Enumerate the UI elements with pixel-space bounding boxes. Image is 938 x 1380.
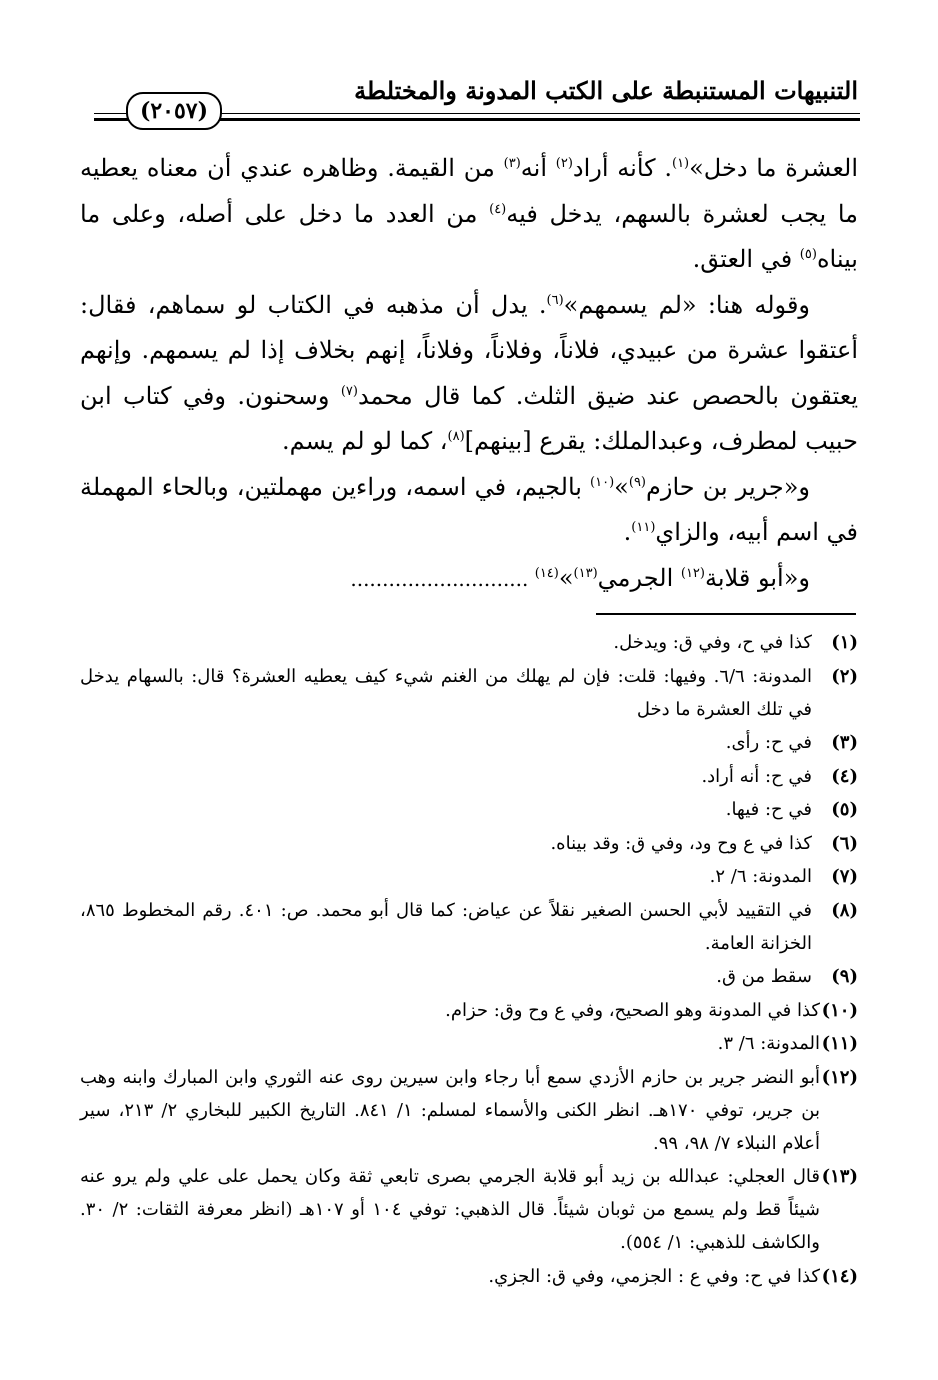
- footnote-text: سقط من ق.: [716, 966, 812, 987]
- footnote-ref: (١٣): [573, 565, 598, 581]
- text-segment: . يدل أن مذهبه في الكتاب لو سماهم، فقال: أعتقوا عشرة من عبيدي، فلاناً، وفلاناً، وفلاناً، إنهم بخلاف إذا لم يسمهم. وإنهم يعتقون بالحصص عند ضيق الثلث. كما قال محمد: [80, 290, 858, 410]
- footnote-number: (٥): [831, 799, 858, 820]
- running-header-title: التنبيهات المستنبطة على الكتب المدونة والمختلطة: [354, 76, 858, 105]
- continuation-dots: ............................: [350, 566, 535, 591]
- text-segment: الجرمي: [597, 563, 681, 592]
- text-segment: أنه: [520, 154, 556, 182]
- footnote-text: المدونة: ٦/٦. وفيها: قلت: فإن لم يهلك من الغنم شيء كيف يعطيه العشرة؟ قال: بالسهام يدخل في تلك العشرة ما دخل: [80, 665, 812, 720]
- footnote-item: [80, 1160, 858, 1259]
- paragraph-1: [80, 146, 858, 283]
- footnote-number: (١): [831, 632, 858, 653]
- footnote-number: (٨): [831, 899, 858, 921]
- footnote-ref: (٥): [799, 247, 817, 262]
- text-segment: »: [558, 563, 574, 592]
- footnote-item: [80, 860, 858, 893]
- paragraph-4: [80, 556, 858, 603]
- footnote-number: (٦): [831, 832, 858, 854]
- footnote-text: كذا في المدونة وهو الصحيح، وفي ع وح وق: حزام.: [445, 999, 820, 1021]
- footnote-ref: (٧): [340, 383, 358, 399]
- footnote-ref: (٣): [503, 156, 521, 171]
- footnote-text: المدونة: ٦/ ٢.: [709, 866, 812, 887]
- footnote-ref: (١٢): [680, 565, 705, 581]
- text-segment: في العتق.: [692, 245, 800, 273]
- text-segment: وسحنون. وفي كتاب ابن حبيب لمطرف، وعبدالملك: يقرع [بينهم]: [80, 381, 858, 455]
- footnote-number: (١٠): [821, 999, 858, 1021]
- footnote-item: [80, 726, 858, 759]
- footnote-text: كذا في ع وح ود، وفي ق: وقد بيناه.: [550, 832, 812, 854]
- text-segment: و«أبو قلابة: [705, 563, 810, 592]
- footnote-number: (١٣): [821, 1166, 858, 1187]
- footnote-ref: (٨): [447, 429, 465, 444]
- footnote-item: [80, 660, 858, 726]
- text-segment: »: [614, 472, 629, 501]
- paragraph-2: [80, 283, 858, 465]
- footnote-text: قال العجلي: عبدالله بن زيد أبو قلابة الجرمي بصرى تابعي ثقة وكان يحمل على علي ولم يرو عنه شيئاً قط ولم يسمع من ثوبان شيئاً. قال الذهبي: توفي ١٠٤ أو ١٠٧هـ (انظر معرفة الثقات: ٢/ ٣٠. والكاشف للذهبي: ١/ ٥٥٤).: [80, 1166, 820, 1253]
- footnote-item: [80, 1260, 858, 1293]
- footnote-item: [80, 626, 858, 659]
- footnote-text: في ح: فيها.: [725, 799, 812, 820]
- footnote-number: (٧): [831, 866, 858, 887]
- footnotes: [80, 626, 858, 1293]
- footnote-ref: (٩): [628, 474, 646, 490]
- main-text: [80, 146, 858, 602]
- footnote-text: في ح: رأى.: [725, 732, 812, 753]
- footnote-ref: (١): [671, 156, 690, 171]
- footnote-ref: (١٠): [590, 474, 615, 490]
- text-segment: ، كما لو لم يسم.: [281, 427, 448, 455]
- footnote-ref: (٢): [555, 156, 573, 171]
- footnote-item: [80, 827, 858, 860]
- text-segment: .: [623, 518, 632, 546]
- footnote-ref: (٤): [489, 201, 507, 217]
- footnote-text: أبو النضر جرير بن حازم الأزدي سمع أبا رجاء وابن سيرين روى عنه الثوري وابن المبارك وابنه وهب بن جرير، توفي ١٧٠هـ. انظر الكنى والأسماء لمسلم: ١/ ٨٤١. التاريخ الكبير للبخاري ٢/ ٢١٣، سير أعلام النبلاء ٧/ ٩٨، ٩٩.: [80, 1066, 821, 1154]
- footnote-item: [80, 1027, 858, 1060]
- text-segment: و«جرير بن حازم: [646, 472, 811, 501]
- footnote-ref: (١٤): [534, 565, 559, 581]
- text-segment: . كأنه أراد: [572, 154, 672, 182]
- footnote-number: (٩): [831, 966, 858, 987]
- footnote-number: (٣): [831, 732, 858, 753]
- footnote-text: المدونة: ٦/ ٣.: [717, 1033, 820, 1054]
- footnote-number: (١٢): [821, 1066, 858, 1088]
- text-segment: بالجيم، في اسمه، وراءين مهملتين، وبالحاء المهملة في اسم أبيه، والزاي: [80, 472, 858, 546]
- footnote-text: كذا في ح، وفي ق: ويدخل.: [613, 632, 812, 653]
- footnote-item: [80, 894, 858, 960]
- footnote-number: (١١): [821, 1033, 858, 1054]
- text-segment: العشرة ما دخل»: [689, 154, 859, 182]
- footnote-ref: (١١): [631, 520, 656, 535]
- footnote-text: في التقييد لأبي الحسن الصغير نقلاً عن عياض: كما قال أبو محمد. ص: ٤٠١. رقم المخطوط ٨٦٥، الخزانة العامة.: [80, 899, 812, 954]
- footnote-item: [80, 960, 858, 993]
- footnote-item: [80, 760, 858, 793]
- text-segment: من العدد ما دخل على أصله، وعلى ما بيناه: [80, 199, 858, 273]
- paragraph-3: [80, 465, 858, 556]
- footnote-text: كذا في ح: وفي ع : الجزمي، وفي ق: الجزي.: [488, 1265, 820, 1287]
- footnote-ref: (٦): [546, 292, 564, 308]
- text-segment: وقوله هنا: «لم يسمهم»: [563, 290, 811, 319]
- footnote-number: (٤): [831, 765, 858, 787]
- footnote-item: [80, 793, 858, 826]
- footnote-number: (١٤): [821, 1265, 858, 1287]
- footnote-item: [80, 994, 858, 1027]
- footnote-text: في ح: أنه أراد.: [701, 765, 812, 787]
- footnote-number: (٢): [831, 665, 858, 687]
- page-number: (٢٠٥٧): [126, 92, 222, 130]
- footnote-separator: [596, 613, 856, 615]
- text-segment: من القيمة. وظاهره عندي أن معناه يعطيه ما يجب لعشرة بالسهم، يدخل فيه: [80, 154, 858, 228]
- footnote-item: [80, 1061, 858, 1160]
